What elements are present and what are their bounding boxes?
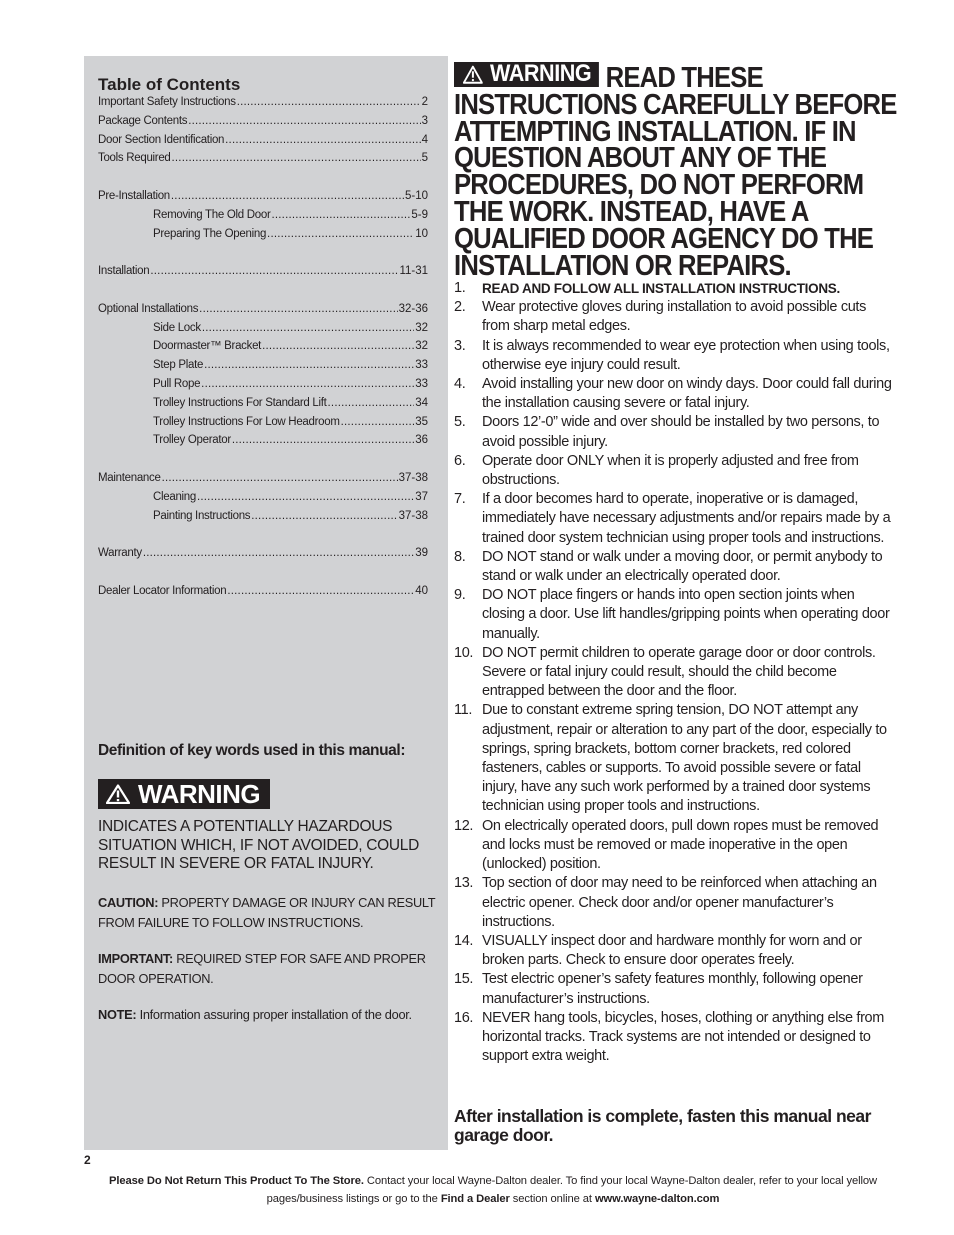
toc-leader-dots bbox=[237, 96, 421, 108]
toc-entry bbox=[98, 491, 428, 510]
footer-text-2: section online at bbox=[509, 1192, 595, 1205]
toc-entry-page: 40 bbox=[415, 584, 428, 597]
list-item-text: Test electric opener’s safety features monthly, following opener manufacturer’s instructions. bbox=[482, 971, 863, 1007]
toc-entry-page: 35 bbox=[415, 415, 428, 428]
page-number: 2 bbox=[84, 1153, 91, 1167]
toc-leader-dots bbox=[172, 152, 421, 164]
warning-triangle-icon bbox=[463, 65, 483, 84]
list-item-number: 15. bbox=[454, 971, 474, 988]
toc-leader-dots bbox=[251, 510, 397, 522]
list-item-number: 14. bbox=[454, 932, 474, 949]
toc-entry bbox=[98, 416, 428, 435]
list-item bbox=[454, 874, 894, 932]
warning-definition: INDICATES A POTENTIALLY HAZARDOUS SITUATION WHICH, IF NOT AVOIDED, COULD RESULT IN SEVERE OR FATAL INJURY. bbox=[98, 818, 420, 872]
toc-entry-label: Preparing The Opening bbox=[153, 227, 267, 240]
list-item-number: 3. bbox=[454, 337, 466, 354]
footer-text-1: Contact your local Wayne-Dalton dealer. To find your local Wayne-Dalton dealer, refer to your local yellow pages/business listings or go to the bbox=[266, 1175, 877, 1205]
main-warning-badge bbox=[454, 62, 598, 87]
toc-entry-label: Dealer Locator Information bbox=[98, 584, 227, 597]
toc-entry-label: Cleaning bbox=[153, 490, 196, 503]
toc-leader-dots bbox=[225, 134, 420, 146]
list-item-text: Operate door ONLY when it is properly adjusted and free from obstructions. bbox=[482, 452, 859, 489]
list-item bbox=[454, 298, 894, 336]
definitions-heading: Definition of key words used in this manual: bbox=[98, 742, 406, 759]
safety-instructions-list bbox=[454, 279, 894, 1066]
toc-entry-page: 37-38 bbox=[398, 471, 428, 484]
toc-title: Table of Contents bbox=[98, 75, 241, 94]
toc-leader-dots bbox=[143, 547, 414, 559]
toc-entry bbox=[98, 190, 428, 209]
toc-entry-label: Step Plate bbox=[153, 359, 204, 372]
toc-leader-dots bbox=[204, 359, 414, 371]
toc-leader-dots bbox=[201, 378, 414, 390]
toc-entry bbox=[98, 472, 428, 491]
toc-entry-page: 37 bbox=[415, 490, 428, 503]
toc-entry-label: Important Safety Instructions bbox=[98, 96, 236, 108]
toc-entry-page: 32 bbox=[415, 340, 428, 353]
toc-entry bbox=[98, 228, 428, 247]
toc-leader-dots bbox=[341, 416, 415, 428]
toc-entry-page: 33 bbox=[415, 359, 428, 372]
toc-leader-dots bbox=[197, 491, 414, 503]
list-item-text: Top section of door may need to be reinforced when attaching an electric opener. Check door and/or opener manufacturer’s instructions. bbox=[482, 875, 877, 930]
toc-entry bbox=[98, 265, 428, 284]
list-item bbox=[454, 548, 894, 586]
toc-entry bbox=[98, 322, 428, 341]
list-item-number: 4. bbox=[454, 376, 466, 393]
list-item-number: 8. bbox=[454, 548, 466, 565]
note-key: NOTE: bbox=[98, 1007, 137, 1022]
list-item-text: If a door becomes hard to operate, inoperative or is damaged, immediately have necessary adjustments and/or repairs made by a trained door system technician using proper tools and instructions. bbox=[482, 491, 891, 546]
toc-entry bbox=[98, 397, 428, 416]
list-item-number: 6. bbox=[454, 452, 466, 469]
main-warning-label: WARNING bbox=[490, 60, 592, 88]
toc-leader-dots bbox=[262, 340, 414, 352]
toc-entry-label: Warranty bbox=[98, 547, 142, 560]
toc-entry bbox=[98, 303, 428, 322]
toc-entry-label: Door Section Identification bbox=[98, 133, 225, 146]
toc-entry-page: 11-31 bbox=[399, 265, 428, 278]
toc-entry bbox=[98, 510, 428, 529]
toc-entry bbox=[98, 340, 428, 359]
toc-leader-dots bbox=[267, 228, 414, 240]
toc-entry bbox=[98, 547, 428, 566]
list-item-text: Avoid installing your new door on windy days. Door could fall during the installation causing severe or fatal injury. bbox=[482, 376, 892, 412]
table-of-contents bbox=[98, 96, 428, 604]
toc-entry-label: Pre-Installation bbox=[98, 189, 170, 202]
list-item bbox=[454, 413, 894, 451]
caution-key: CAUTION: bbox=[98, 895, 159, 910]
toc-entry-page: 32 bbox=[415, 321, 428, 334]
warning-triangle-icon bbox=[106, 784, 130, 804]
list-item-number: 12. bbox=[454, 817, 474, 834]
toc-entry-label: Trolley Operator bbox=[153, 434, 231, 447]
toc-entry-page: 5-9 bbox=[411, 208, 428, 221]
toc-leader-dots bbox=[171, 190, 404, 202]
list-item-text: NEVER hang tools, bicycles, hoses, clothing or anything else from horizontal tracks. Track systems are not intended or designed to support extra weight. bbox=[482, 1009, 884, 1065]
list-item bbox=[454, 586, 894, 644]
caution-definition bbox=[98, 893, 443, 932]
warning-badge bbox=[98, 779, 270, 809]
important-text: REQUIRED STEP FOR SAFE AND PROPER DOOR OPERATION. bbox=[98, 951, 426, 986]
toc-entry-page: 37-38 bbox=[398, 509, 428, 522]
toc-leader-dots bbox=[232, 434, 414, 446]
toc-entry-page: 32-36 bbox=[398, 302, 428, 315]
toc-entry bbox=[98, 96, 428, 115]
list-item bbox=[454, 375, 894, 413]
list-item-text: Doors 12’-0” wide and over should be installed by two persons, to avoid possible injury. bbox=[482, 414, 880, 450]
list-item-number: 11. bbox=[454, 702, 473, 719]
list-item bbox=[454, 817, 894, 875]
toc-entry-page: 5-10 bbox=[404, 189, 428, 202]
caution-text: PROPERTY DAMAGE OR INJURY CAN RESULT FROM FAILURE TO FOLLOW INSTRUCTIONS. bbox=[98, 895, 436, 930]
toc-entry-page: 33 bbox=[415, 377, 428, 390]
warning-label: WARNING bbox=[138, 778, 261, 809]
toc-entry-label: Maintenance bbox=[98, 471, 161, 484]
list-item bbox=[454, 970, 894, 1008]
after-installation-note: After installation is complete, fasten this manual near garage door. bbox=[454, 1106, 871, 1145]
toc-entry-label: Trolley Instructions For Low Headroom bbox=[153, 415, 340, 428]
toc-entry-page: 3 bbox=[421, 114, 428, 127]
list-item bbox=[454, 337, 894, 375]
list-item-text: It is always recommended to wear eye protection when using tools, otherwise eye injury could result. bbox=[482, 337, 890, 373]
list-item-text: DO NOT stand or walk under a moving door, or permit anybody to stand or walk under an electrically operated door. bbox=[482, 548, 883, 585]
list-item bbox=[454, 644, 894, 702]
toc-entry bbox=[98, 359, 428, 378]
list-item-text: Due to constant extreme spring tension, DO NOT attempt any adjustment, repair or alteration to any part of the door, especially to springs, spring brackets, bottom corner brackets, red colored fasteners, cables or supports. To avoid possible severe or fatal injury, have any such work performed by a trained door systems technician using proper tools and instructions. bbox=[482, 702, 887, 815]
footer bbox=[84, 1173, 902, 1208]
toc-entry-page: 36 bbox=[415, 434, 428, 447]
important-definition bbox=[98, 949, 443, 988]
toc-leader-dots bbox=[227, 585, 414, 597]
toc-entry-page: 2 bbox=[421, 96, 428, 108]
important-key: IMPORTANT: bbox=[98, 951, 173, 966]
toc-entry-label: Tools Required bbox=[98, 152, 171, 165]
list-item-text: DO NOT place fingers or hands into open section joints when closing a door. Use lift handles/gripping points when operating door manually. bbox=[482, 587, 890, 642]
toc-entry bbox=[98, 209, 428, 228]
list-item bbox=[454, 452, 894, 490]
toc-entry-label: Pull Rope bbox=[153, 377, 201, 390]
footer-bold-1: Please Do Not Return This Product To The Store. bbox=[108, 1175, 364, 1187]
list-item-number: 7. bbox=[454, 491, 466, 508]
list-item-number: 1. bbox=[454, 280, 466, 296]
toc-entry-page: 10 bbox=[415, 227, 428, 240]
toc-entry-page: 5 bbox=[421, 152, 428, 165]
toc-entry-label: Painting Instructions bbox=[153, 509, 251, 522]
toc-entry-label: Optional Installations bbox=[98, 302, 199, 315]
note-text: Information assuring proper installation of the door. bbox=[136, 1007, 412, 1022]
headline-text: READ THESE INSTRUCTIONS CAREFULLY BEFORE ATTEMPTING INSTALLATION. IF IN QUESTION ABOUT ANY OF THE PROCEDURES, DO NOT PERFORM THE WORK. INSTEAD, HAVE A QUALIFIED DOOR AGENCY DO THE INSTALLATION OR REPAIRS. bbox=[454, 62, 897, 282]
list-item-number: 5. bbox=[454, 414, 466, 431]
list-item-number: 16. bbox=[454, 1009, 474, 1026]
toc-leader-dots bbox=[202, 322, 414, 334]
toc-leader-dots bbox=[272, 209, 411, 221]
list-item bbox=[454, 279, 894, 298]
toc-leader-dots bbox=[188, 115, 420, 127]
list-item-text: Wear protective gloves during installation to avoid possible cuts from sharp metal edges. bbox=[482, 299, 867, 335]
sidebar-panel bbox=[84, 56, 448, 1150]
list-item-text: READ AND FOLLOW ALL INSTALLATION INSTRUCTIONS. bbox=[482, 281, 840, 296]
toc-entry-label: Removing The Old Door bbox=[153, 208, 271, 221]
toc-entry-label: Doormaster™ Bracket bbox=[153, 340, 262, 353]
toc-leader-dots bbox=[150, 265, 398, 277]
toc-entry-label: Package Contents bbox=[98, 114, 188, 127]
list-item bbox=[454, 1009, 894, 1067]
toc-entry-label: Trolley Instructions For Standard Lift bbox=[153, 396, 327, 409]
note-definition bbox=[98, 1005, 443, 1025]
list-item-number: 10. bbox=[454, 644, 474, 661]
list-item bbox=[454, 701, 894, 816]
toc-entry-page: 4 bbox=[421, 133, 428, 146]
toc-entry bbox=[98, 134, 428, 153]
toc-leader-dots bbox=[328, 397, 415, 409]
toc-leader-dots bbox=[162, 472, 398, 484]
main-warning-headline bbox=[454, 60, 904, 282]
toc-entry-page: 34 bbox=[415, 396, 428, 409]
list-item-text: VISUALLY inspect door and hardware monthly for worn and or broken parts. Check to ensure door operates freely. bbox=[482, 932, 862, 969]
footer-bold-2: Find a Dealer bbox=[440, 1192, 510, 1205]
toc-entry bbox=[98, 115, 428, 134]
toc-entry bbox=[98, 152, 428, 171]
toc-entry-label: Side Lock bbox=[153, 321, 201, 334]
footer-url: www.wayne-dalton.com bbox=[594, 1192, 720, 1205]
list-item-text: On electrically operated doors, pull down ropes must be removed and locks must be removed or made inoperative in the open (unlocked) position. bbox=[482, 817, 879, 873]
toc-entry bbox=[98, 585, 428, 604]
list-item-number: 9. bbox=[454, 587, 466, 604]
toc-entry bbox=[98, 434, 428, 453]
list-item-text: DO NOT permit children to operate garage door or door controls. Severe or fatal injury could result, should the child become entrapped between the door and the floor. bbox=[482, 644, 876, 700]
toc-entry bbox=[98, 378, 428, 397]
toc-entry-label: Installation bbox=[98, 265, 150, 278]
toc-entry-page: 39 bbox=[415, 547, 428, 560]
list-item bbox=[454, 490, 894, 548]
toc-leader-dots bbox=[199, 303, 397, 315]
list-item bbox=[454, 932, 894, 970]
list-item-number: 2. bbox=[454, 299, 466, 316]
list-item-number: 13. bbox=[454, 875, 474, 892]
